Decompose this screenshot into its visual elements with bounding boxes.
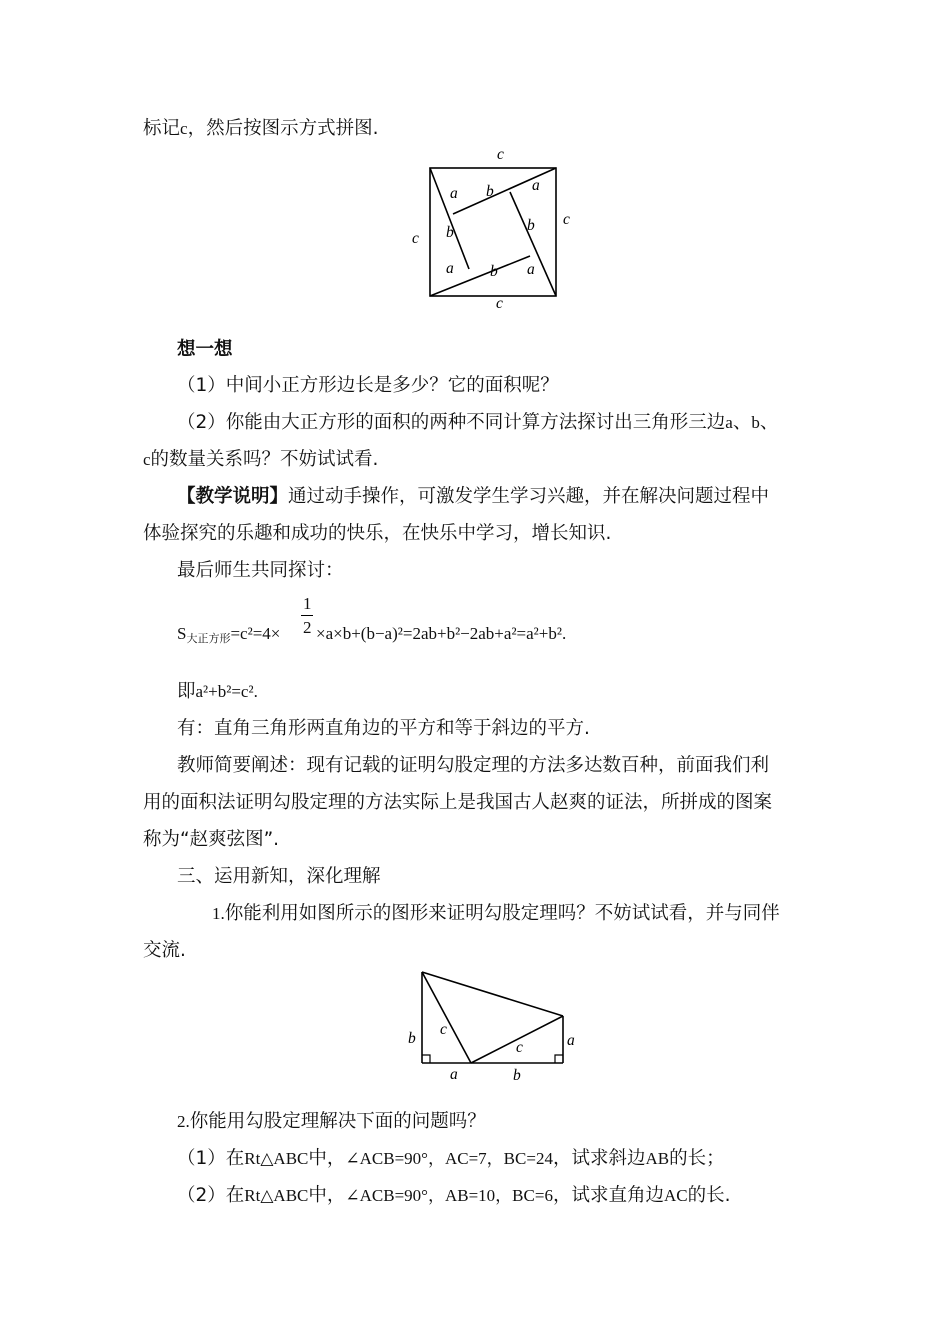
teach-note-line2: 体验探究的乐趣和成功的快乐，在快乐中学习，增长知识. [143, 523, 612, 544]
label-b2: b [527, 217, 535, 234]
frac-numerator: 1 [303, 594, 312, 613]
ex2-1-prefix: （1）在 [177, 1148, 245, 1169]
label-b1: b [486, 183, 494, 200]
exercise-2-text: 你能用勾股定理解决下面的问题吗？ [189, 1111, 486, 1132]
label-b-left: b [408, 1030, 416, 1047]
label-c-bottom: c [496, 295, 503, 312]
section-3-heading: 三、运用新知，深化理解 [177, 866, 381, 887]
q2-var-a: a [725, 413, 733, 432]
conclusion-prefix: 即 [177, 681, 196, 702]
ex2-2-mid: 中， [308, 1185, 346, 1206]
q2-var-c: c [143, 450, 151, 469]
q2-sep: 、 [732, 412, 752, 433]
ex2-2-end: 的长. [687, 1185, 731, 1206]
label-c-left: c [440, 1021, 447, 1038]
label-a3: a [446, 260, 454, 277]
label-a-right: a [567, 1032, 575, 1049]
label-a1: a [450, 185, 458, 202]
label-b3: b [446, 224, 454, 241]
ex2-2-segment: AC [663, 1186, 688, 1205]
formula-left-text: =c²=4× [230, 624, 281, 643]
ex2-2-triangle: Rt△ABC [244, 1186, 309, 1205]
think-heading: 想一想 [177, 339, 233, 360]
q2-end: 、 [759, 412, 779, 433]
formula-sub: 大正方形 [186, 632, 231, 645]
q2-line2-text: 的数量关系吗？不妨试试看. [150, 449, 379, 470]
exercise-2-heading [177, 1110, 486, 1134]
label-c-left: c [412, 230, 419, 247]
label-a2: a [532, 177, 540, 194]
label-b-bottom: b [513, 1067, 521, 1084]
exercise-1-text: 你能利用如图所示的图形来证明勾股定理吗？不妨试试看，并与同伴 [224, 903, 780, 924]
formula-right: ×a×b+(b−a)²=2ab+b²−2ab+a²=a²+b². [316, 624, 567, 643]
exercise-2-1 [177, 1147, 725, 1171]
conclusion-eq: a²+b²=c². [195, 682, 258, 701]
label-c-right: c [563, 211, 570, 228]
exercise-2-num: 2. [177, 1112, 190, 1131]
formula-s: S [177, 624, 187, 643]
teacher-note-line3: 称为“赵爽弦图”. [143, 829, 280, 850]
right-angle-marker-right [555, 1055, 563, 1063]
ex2-1-suffix: ，试求斜边 [552, 1148, 646, 1169]
right-angle-marker-left [422, 1055, 430, 1063]
ex2-1-mid: 中， [308, 1148, 346, 1169]
intro-prefix: 标记 [143, 118, 181, 139]
ex2-1-conditions: ∠ACB=90°，AC=7，BC=24 [345, 1149, 553, 1168]
label-c-mid: c [516, 1039, 523, 1056]
final-discuss: 最后师生共同探讨： [177, 560, 344, 581]
exercise-2-2 [177, 1184, 730, 1208]
question-1: （1）中间小正方形边长是多少？它的面积呢？ [177, 375, 559, 396]
teach-note-text1: 通过动手操作，可激发学生学习兴趣，并在解决问题过程中 [288, 486, 770, 507]
top-edge [422, 972, 563, 1016]
theorem-statement: 有：直角三角形两直角边的平方和等于斜边的平方. [177, 718, 590, 739]
teacher-note-line2: 用的面积法证明勾股定理的方法实际上是我国古人赵爽的证法，所拼成的图案 [143, 792, 773, 813]
teach-note-label: 【教学说明】 [177, 486, 289, 507]
intro-suffix: ，然后按图示方式拼图. [187, 118, 379, 139]
intro-var: c [180, 119, 188, 138]
exercise-1-line2: 交流. [143, 940, 186, 961]
ex2-2-conditions: ∠ACB=90°，AB=10，BC=6 [345, 1186, 553, 1205]
label-a-bottom: a [450, 1066, 458, 1083]
teacher-note-line1: 教师简要阐述：现有记载的证明勾股定理的方法多达数百种，前面我们利 [177, 755, 770, 776]
label-b4: b [490, 263, 498, 280]
ex2-2-suffix: ，试求直角边 [552, 1185, 664, 1206]
label-a4: a [527, 261, 535, 278]
label-c-top: c [497, 146, 504, 163]
ex2-1-segment: AB [645, 1149, 670, 1168]
q2-text: （2）你能由大正方形的面积的两种不同计算方法探讨出三角形三边 [177, 412, 726, 433]
ex2-2-prefix: （2）在 [177, 1185, 245, 1206]
exercise-1-num: 1. [212, 904, 225, 923]
ex2-1-end: 的长； [669, 1148, 725, 1169]
ex2-1-triangle: Rt△ABC [244, 1149, 309, 1168]
frac-denominator: 2 [303, 618, 312, 637]
q2-var-b: b [751, 413, 760, 432]
